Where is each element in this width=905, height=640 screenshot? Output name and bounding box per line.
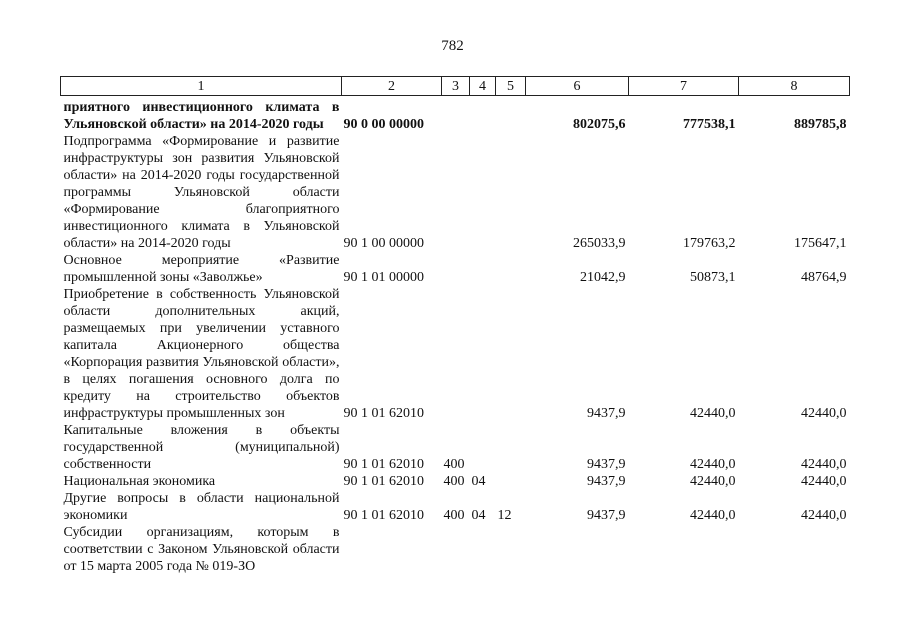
row-value-7: 42440,0 (690, 406, 736, 421)
row-code: 90 1 00 00000 (343, 236, 424, 251)
column-header: 1 (61, 77, 342, 96)
row-value-6: 265033,9 (573, 236, 626, 251)
row-col4: 04 (471, 508, 486, 523)
row-col3: 400 (443, 457, 465, 472)
row-col3: 400 (443, 508, 465, 523)
row-name: Субсидии организациям, которым в соответствии с Законом Ульяновской области от 15 марта 2005 года № 019-ЗО (63, 525, 340, 574)
row-col4 (470, 133, 496, 252)
row-col4 (470, 252, 496, 286)
row-code: 90 1 01 62010 (343, 508, 424, 523)
row-col5 (496, 473, 526, 490)
row-code: 90 0 00 00000 (343, 117, 424, 132)
row-value-8 (739, 524, 850, 575)
table-row (61, 473, 850, 490)
row-value-6: 802075,6 (573, 117, 626, 132)
row-col3 (442, 286, 470, 422)
table-row (61, 286, 850, 422)
row-value-6: 9437,9 (587, 508, 626, 523)
table-row (61, 252, 850, 286)
row-col4 (470, 96, 496, 134)
row-value-7: 179763,2 (683, 236, 736, 251)
row-col4 (470, 286, 496, 422)
row-name: Национальная экономика (63, 474, 216, 489)
row-value-7: 777538,1 (683, 117, 736, 132)
row-value-6: 9437,9 (587, 406, 626, 421)
row-value-7: 42440,0 (690, 474, 736, 489)
row-col4: 04 (471, 474, 486, 489)
row-col5 (496, 252, 526, 286)
row-value-8: 42440,0 (801, 508, 847, 523)
row-col5 (496, 96, 526, 134)
row-value-8: 175647,1 (794, 236, 847, 251)
column-header: 6 (526, 77, 629, 96)
row-value-6: 9437,9 (587, 457, 626, 472)
table-row (61, 524, 850, 575)
row-code: 90 1 01 62010 (343, 406, 424, 421)
budget-table (60, 76, 850, 575)
row-col3 (442, 524, 470, 575)
column-header: 8 (739, 77, 850, 96)
table-row (61, 133, 850, 252)
row-col5 (496, 422, 526, 473)
row-value-7: 42440,0 (690, 457, 736, 472)
row-value-8: 889785,8 (794, 117, 847, 132)
row-code: 90 1 01 00000 (343, 270, 424, 285)
row-value-7: 42440,0 (690, 508, 736, 523)
row-col5: 12 (497, 508, 512, 523)
row-name: Подпрограмма «Формирование и развитие инфраструктуры зон развития Ульяновской области» на 2014-2020 годы государственной программы Ульяновской области «Формирование благоприятного инвестиционного климата в Ульяновской области» на 2014-2020 годы (63, 134, 340, 251)
row-code: 90 1 01 62010 (343, 474, 424, 489)
column-header: 7 (629, 77, 739, 96)
row-value-8: 42440,0 (801, 457, 847, 472)
row-code: 90 1 01 62010 (343, 457, 424, 472)
row-col4 (470, 422, 496, 473)
row-name: Приобретение в собственность Ульяновской области дополнительных акций, размещаемых при увеличении уставного капитала Акционерного общества «Корпорация развития Ульяновской области», в целях погашения основного долга по кредиту на строительство объектов инфраструктуры промышленных зон (63, 287, 340, 421)
column-header: 2 (342, 77, 442, 96)
row-value-7 (629, 524, 739, 575)
row-col5 (496, 524, 526, 575)
row-value-8: 42440,0 (801, 406, 847, 421)
table-row (61, 490, 850, 524)
row-value-6: 9437,9 (587, 474, 626, 489)
column-header: 3 (442, 77, 470, 96)
row-code (342, 524, 442, 575)
row-value-8: 42440,0 (801, 474, 847, 489)
row-name: Другие вопросы в области национальной экономики (63, 491, 340, 523)
row-col3: 400 (443, 474, 465, 489)
table-header-row (61, 77, 850, 96)
row-name: приятного инвестиционного климата в Ульяновской области» на 2014-2020 годы (63, 100, 340, 132)
page-number: 782 (441, 38, 464, 54)
column-header: 4 (470, 77, 496, 96)
row-value-6: 21042,9 (580, 270, 626, 285)
column-header: 5 (496, 77, 526, 96)
table-row (61, 422, 850, 473)
row-col3 (442, 252, 470, 286)
row-col5 (496, 133, 526, 252)
row-col3 (442, 133, 470, 252)
row-col4 (470, 524, 496, 575)
row-value-6 (526, 524, 629, 575)
row-value-8: 48764,9 (801, 270, 847, 285)
table-row (61, 96, 850, 134)
row-name: Основное мероприятие «Развитие промышленной зоны «Заволжье» (63, 253, 340, 285)
row-col5 (496, 286, 526, 422)
row-name: Капитальные вложения в объекты государственной (муниципальной) собственности (63, 423, 340, 472)
row-value-7: 50873,1 (690, 270, 736, 285)
row-col3 (442, 96, 470, 134)
